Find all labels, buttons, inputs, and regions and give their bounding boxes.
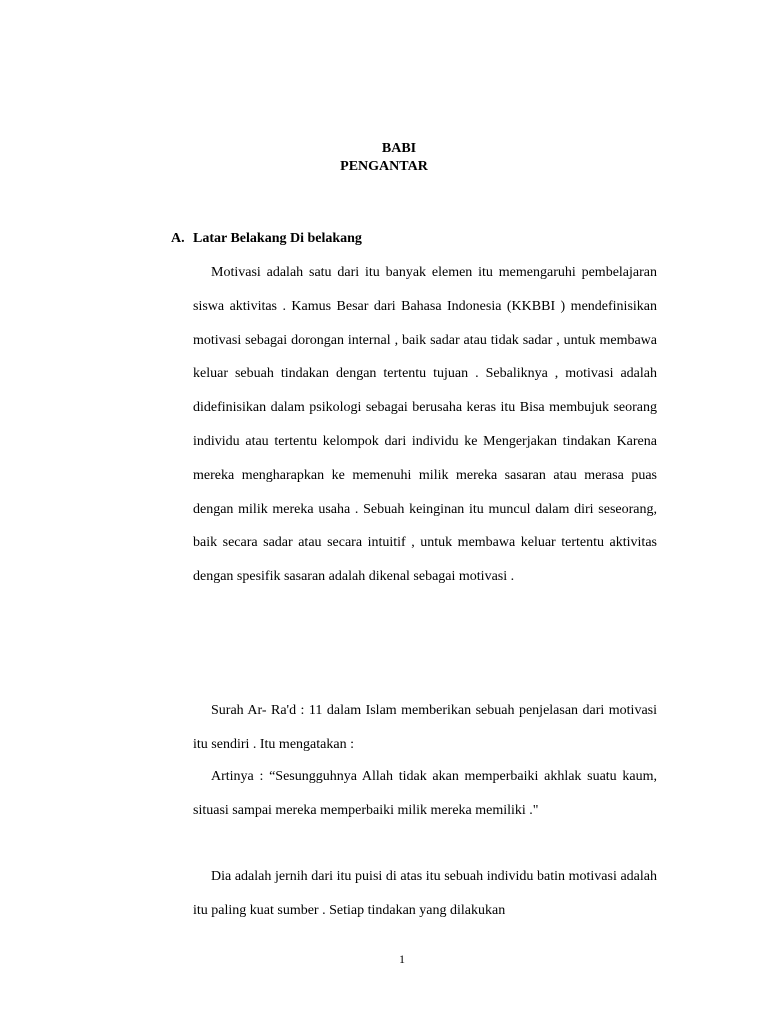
- chapter-heading: [0, 140, 768, 176]
- chapter-number: BABI: [381, 141, 417, 156]
- section-title: Latar Belakang Di belakang: [193, 231, 362, 246]
- paragraph-block-3: [193, 760, 657, 828]
- paragraph-motivasi: Motivasi adalah satu dari itu banyak elemen itu memengaruhi pembelajaran siswa aktivitas . Kamus Besar dari Bahasa Indonesia (KKBBI ) mendefinisikan motivasi sebagai dorongan internal , baik sadar atau tidak sadar , untuk membawa keluar sebuah tindakan dengan tertentu tujuan . Sebaliknya , motivasi adalah didefinisikan dalam psikologi sebagai berusaha keras itu Bisa membujuk seorang individu atau tertentu kelompok dari individu ke Mengerjakan tindakan Karena mereka mengharapkan ke memenuhi milik mereka sasaran atau merasa puas dengan milik mereka usaha . Sebuah keinginan itu muncul dalam diri seseorang, baik secara sadar atau secara intuitif , untuk membawa keluar tertentu aktivitas dengan spesifik sasaran adalah dikenal sebagai motivasi .: [193, 265, 657, 585]
- paragraph-artinya: Artinya : “Sesungguhnya Allah tidak akan memperbaiki akhlak suatu kaum, situasi sampai mereka memperbaiki milik mereka memiliki .": [193, 769, 657, 818]
- paragraph-block-1: [193, 256, 657, 594]
- page-number: 1: [399, 952, 405, 966]
- section-heading: [171, 230, 362, 248]
- paragraph-block-2: [193, 694, 657, 762]
- chapter-title: PENGANTAR: [340, 159, 428, 174]
- paragraph-dia: Dia adalah jernih dari itu puisi di atas itu sebuah individu batin motivasi adalah itu paling kuat sumber . Setiap tindakan yang dilakukan: [193, 869, 657, 918]
- paragraph-surah: Surah Ar- Ra'd : 11 dalam Islam memberikan sebuah penjelasan dari motivasi itu sendiri . Itu mengatakan :: [193, 703, 657, 752]
- paragraph-block-4: [193, 860, 657, 928]
- section-letter: A.: [171, 231, 185, 246]
